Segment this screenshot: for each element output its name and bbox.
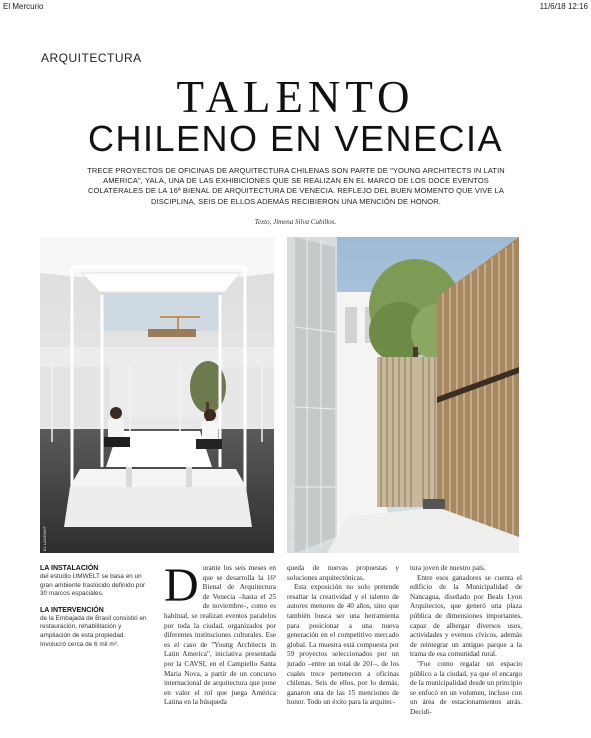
installation-photo-illustration bbox=[40, 237, 274, 553]
body-column-2 bbox=[287, 564, 399, 708]
caption-text-installation: del estudio UMWELT se basa en un gran ambiente traslúcido definido por 30 marcos espaciales. bbox=[40, 573, 146, 598]
body-col3-para-3: "Fue como regalar un espacio público a la ciudad, ya que el encargo de la municipalidad desde un principio se enfocó en un volumen, incluso con un área de estacionamientos atrás. Decidi- bbox=[410, 659, 522, 716]
source-label: El Mercurio bbox=[3, 2, 44, 11]
photo-captions bbox=[40, 565, 150, 657]
body-col3-para-1: tura joven de nuestro país. bbox=[410, 564, 486, 572]
drop-cap: D bbox=[164, 559, 199, 612]
body-column-1 bbox=[164, 559, 276, 708]
byline: Texto, Jimena Silva Cubillos. bbox=[254, 218, 337, 226]
section-label: ARQUITECTURA bbox=[41, 51, 142, 65]
body-col1-text: urante los seis meses en que se desarrolla la 16ª Bienal de Arquitectura de Venecia –hasta el 25 de noviembre–, como es habitual, se realizan eventos paralelos por toda la ciudad, organizados por diferentes instituciones culturales. Ese es el caso de "Young Architects in Latin America", iniciativa presentada por la CAVSI, en el Campiello Santa Maria Nova, a partir de un concurso internacional de arquitectura que pone en valor el rol que juega América Latina en la búsqueda bbox=[164, 564, 276, 707]
caption-title-installation: LA INSTALACIÓN bbox=[40, 565, 99, 572]
datetime-label: 11/6/18 12:16 bbox=[539, 2, 588, 11]
lede-paragraph: TRECE PROYECTOS DE OFICINAS DE ARQUITECTURA CHILENAS SON PARTE DE "YOUNG ARCHITECTS IN LATIN AMERICA", YALA, UNA DE LAS EXHIBICIONES QUE SE REALIZAN EN EL MARCO DE LOS DOCE EVENTOS COLATERALES DE LA 16ª BIENAL DE ARQUITECTURA DE VENECIA. REFLEJO DEL BUEN MOMENTO QUE VIVE LA DISCIPLINA, SEIS DE ELLOS ADEMÁS RECIBIERON UNA MENCIÓN DE HONOR. bbox=[87, 166, 505, 206]
embassy-photo bbox=[287, 237, 519, 553]
body-col2-para-2: Esta exposición no solo pretende resaltar la creatividad y el talento de autores menores de 40 años, sino que también busca ser una herramienta para posicionar a una nueva generación en el competitivo mercado global. La muestra está compuesta por 59 proyectos seleccionados por un jurado –entre un total de 201–, de los cuales trece pertenecen a oficinas chilenas. Seis de ellos, por lo demás, ganaron una de las 15 menciones de honor. Todo un éxito para la arquitec- bbox=[287, 583, 399, 707]
photo-credit-left: EL LANGHUT bbox=[42, 526, 47, 551]
headline-line-1: TALENTO bbox=[176, 72, 415, 122]
status-bar bbox=[0, 0, 591, 14]
installation-photo bbox=[40, 237, 274, 553]
caption-title-intervention: LA INTERVENCIÓN bbox=[40, 606, 104, 614]
body-col3-para-2: Entre esos ganadores se cuenta el edificio de la Municipalidad de Nancagua, diseñado por Beals Lyon Arquitectos, que generó una plaza pública de dimensiones importantes, capaz de albergar diversos usos, actividades y eventos cívicos, además de reintegrar un antiguo parque a la trama de esa comunidad rural. bbox=[410, 573, 522, 659]
photo-credit-right: SIRPA FOTOGRAFIA ESTUDIOS bbox=[289, 491, 294, 551]
body-column-3 bbox=[410, 564, 522, 718]
embassy-photo-illustration bbox=[287, 237, 519, 553]
body-col2-para-1: queda de nuevas propuestas y soluciones arquitectónicas. bbox=[287, 564, 399, 582]
caption-text-intervention: de la Embajada de Brasil consistió en restauración, rehabilitación y ampliación de esta propiedad. Involucró cerca de 6 mil m². bbox=[40, 614, 147, 648]
headline-line-2: CHILENO EN VENECIA bbox=[87, 118, 504, 159]
